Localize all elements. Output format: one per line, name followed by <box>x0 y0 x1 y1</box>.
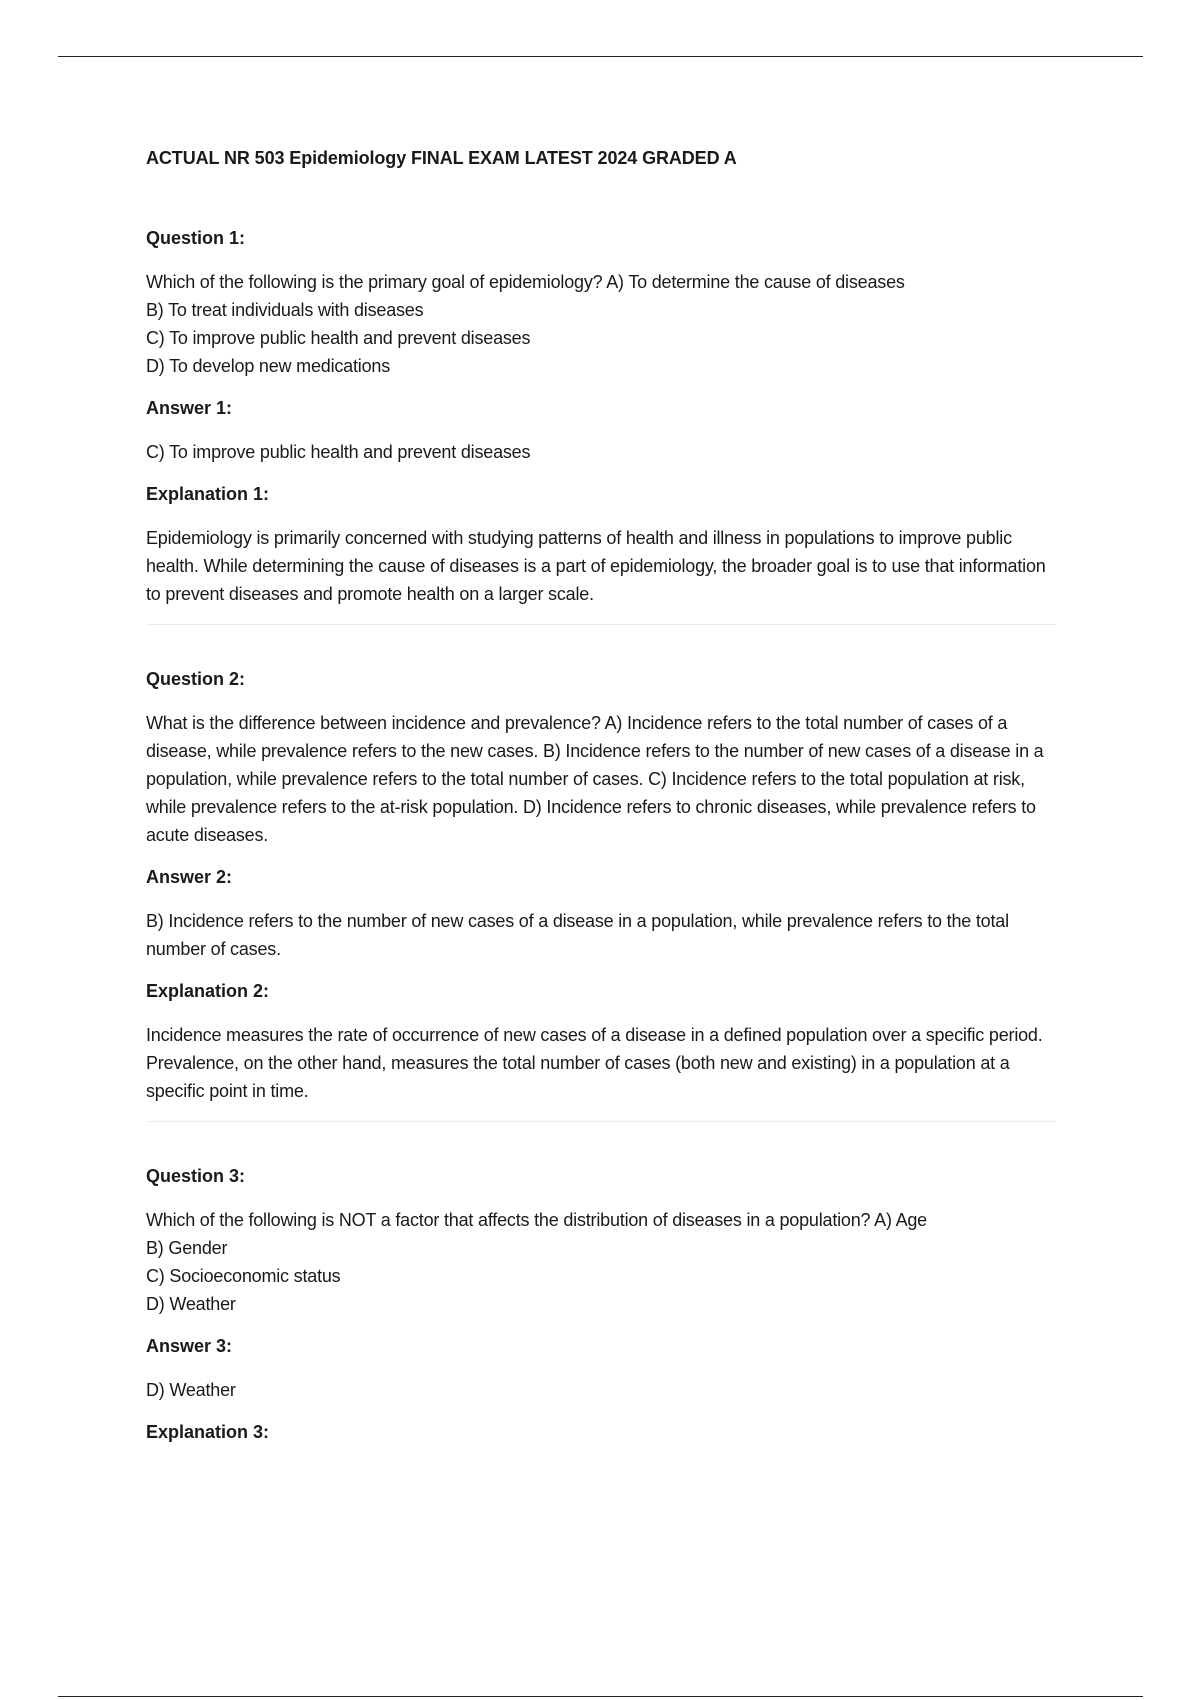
option-line: B) Gender <box>146 1238 228 1258</box>
explanation-label: Explanation 1: <box>146 484 270 504</box>
explanation-text: Incidence measures the rate of occurrence of new cases of a disease in a defined population over a specific period. Prevalence, on the other hand, measures the total number of cases (both new and existing) in a population at a specific point in time. <box>146 1025 1043 1101</box>
question-text <box>146 1206 1056 1318</box>
top-rule <box>58 56 1143 57</box>
question-stem: Which of the following is the primary goal of epidemiology? A) To determine the cause of diseases <box>146 272 905 292</box>
question-stem: What is the difference between incidence and prevalence? A) Incidence refers to the total number of cases of a disease, while prevalence refers to the new cases. B) Incidence refers to the number of new cases of a disease in a population, while prevalence refers to the total number of cases. C) Incidence refers to the total population at risk, while prevalence refers to the at-risk population. D) Incidence refers to chronic diseases, while prevalence refers to acute diseases. <box>146 713 1044 845</box>
option-line: B) To treat individuals with diseases <box>146 300 424 320</box>
explanation-text: Epidemiology is primarily concerned with studying patterns of health and illness in populations to improve public health. While determining the cause of diseases is a part of epidemiology, the broader goal is to use that information to prevent diseases and promote health on a larger scale. <box>146 528 1046 604</box>
option-line: D) Weather <box>146 1294 236 1314</box>
question-stem: Which of the following is NOT a factor that affects the distribution of diseases in a population? A) Age <box>146 1210 927 1230</box>
document-body <box>146 146 1056 1462</box>
answer-text: D) Weather <box>146 1380 236 1400</box>
question-block-3 <box>146 1164 1056 1444</box>
question-label: Question 3: <box>146 1166 246 1186</box>
question-text <box>146 268 1056 380</box>
option-line: C) Socioeconomic status <box>146 1266 341 1286</box>
answer-label: Answer 3: <box>146 1336 233 1356</box>
section-divider <box>146 1121 1056 1122</box>
question-block-1 <box>146 226 1056 608</box>
option-line: C) To improve public health and prevent diseases <box>146 328 531 348</box>
option-line: D) To develop new medications <box>146 356 391 376</box>
document-title: ACTUAL NR 503 Epidemiology FINAL EXAM LATEST 2024 GRADED A <box>146 148 737 168</box>
answer-label: Answer 2: <box>146 867 233 887</box>
bottom-rule <box>58 1696 1143 1697</box>
explanation-label: Explanation 2: <box>146 981 270 1001</box>
question-block-2 <box>146 667 1056 1105</box>
question-label: Question 2: <box>146 669 246 689</box>
answer-text: B) Incidence refers to the number of new cases of a disease in a population, while prevalence refers to the total number of cases. <box>146 911 1009 959</box>
answer-label: Answer 1: <box>146 398 233 418</box>
question-label: Question 1: <box>146 228 246 248</box>
answer-text: C) To improve public health and prevent diseases <box>146 442 531 462</box>
section-divider <box>146 624 1056 625</box>
explanation-label: Explanation 3: <box>146 1422 270 1442</box>
